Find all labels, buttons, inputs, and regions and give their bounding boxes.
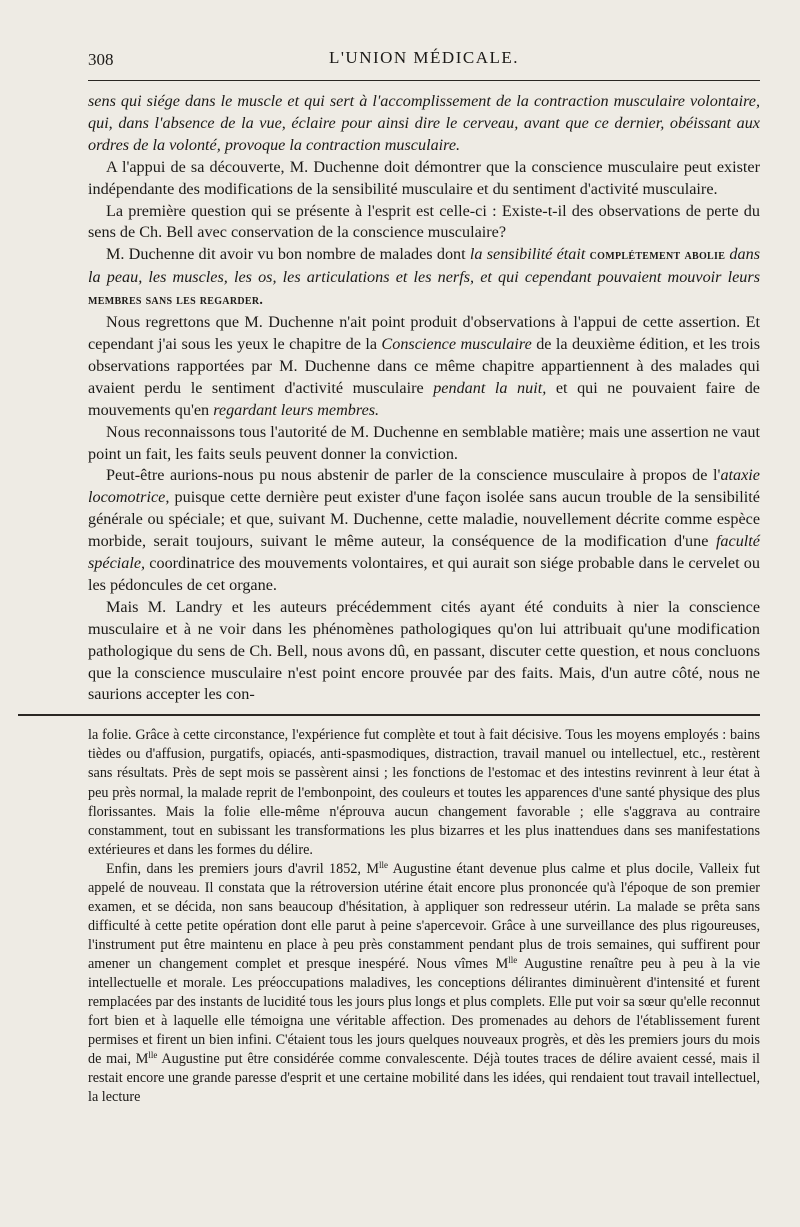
paragraph: La première question qui se présente à l'esprit est celle-ci : Existe-t-il des observations de perte du sens de Ch. Bell avec conservation de la conscience musculaire?	[88, 201, 760, 242]
paragraph: M. Duchenne dit avoir vu bon nombre de malades dont la sensibilité était complétement abolie dans la peau, les muscles, les os, les articulations et les nerfs, et qui cependant pouvaient mouvoir leurs membres sans les regarder.	[88, 245, 761, 309]
italic-text: sens qui siége dans le muscle et qui sert à l'accomplissement de la contraction musculaire volontaire, qui, dans l'absence de la vue, éclaire pour ainsi dire le cerveau, avant que ce dernier, obéissant aux ordres de la volonté, provoque la contraction musculaire.	[88, 92, 760, 154]
page-number: 308	[88, 50, 114, 69]
paragraph: Mais M. Landry et les auteurs précédemment cités ayant été conduits à nier la conscience musculaire et à ne voir dans les phénomènes pathologiques qu'on lui attribuait qu'une modification pathologique du sens de Ch. Bell, nous avons dû, en passant, discuter cette question, et nous concluons que la conscience musculaire n'est point encore prouvée par des faits. Mais, d'un autre côté, nous ne saurions accepter les con-	[88, 597, 760, 704]
running-head: L'UNION MÉDICALE.	[328, 48, 520, 67]
footnote-rule	[18, 714, 760, 716]
footnote-paragraph: la folie. Grâce à cette circonstance, l'expérience fut complète et tout à fait décisive. Tous les moyens employés : bains tièdes ou d'affusion, purgatifs, opiacés, anti-spasmodiques, distraction, travail manuel ou intellectuel, etc., restèrent sans résultats. Près de sept mois se passèrent ainsi ; les fonctions de l'estomac et des intestins revinrent à leur état à peu près normal, la malade reprit de l'embonpoint, des couleurs et toutes les apparences d'une santé physique des plus florissantes. Mais la folie elle-même n'éprouva aucun changement favorable ; elle s'aggrava au contraire constamment, tout en subissant les transformations les plus bizarres et les plus inattendues dans ses manifestations extérieures et dans les formes du délire.	[88, 727, 760, 858]
paragraph: Peut-être aurions-nous pu nous abstenir de parler de la conscience musculaire à propos de l'ataxie locomotrice, puisque cette dernière peut exister d'une façon isolée sans aucun trouble de la sensibilité générale ou spéciale; et que, suivant M. Duchenne, cette maladie, nouvellement décrite comme espèce morbide, serait toujours, suivant le même auteur, la conséquence de la modification d'une faculté spéciale, coordinatrice des mouvements volontaires, et qui aurait son siége probable dans le cervelet ou les pédoncules de cet organe.	[88, 466, 760, 594]
paragraph: Nous regrettons que M. Duchenne n'ait point produit d'observations à l'appui de cette assertion. Et cependant j'ai sous les yeux le chapitre de la Conscience musculaire de la deuxième édition, et les trois observations rapportées par M. Duchenne dans ce même chapitre appartiennent à des malades qui avaient perdu le sentiment d'activité musculaire pendant la nuit, et qui ne pouvaient faire de mouvements qu'en regardant leurs membres.	[88, 313, 760, 419]
page-header	[88, 46, 760, 70]
main-text	[88, 91, 760, 706]
paragraph: Nous reconnaissons tous l'autorité de M. Duchenne en semblable matière; mais une assertion ne vaut point un fait, les faits seuls peuvent donner la conviction.	[88, 422, 760, 463]
header-rule	[88, 80, 760, 81]
paragraph: A l'appui de sa découverte, M. Duchenne doit démontrer que la conscience musculaire peut exister indépendante des modifications de la sensibilité musculaire et du sentiment d'activité musculaire.	[88, 157, 760, 198]
paragraph	[88, 91, 760, 157]
footnote-text	[88, 726, 760, 1107]
footnote-paragraph: Enfin, dans les premiers jours d'avril 1852, $M^{lle}$ Augustine étant devenue plus calme et plus docile, Valleix fut appelé de nouveau. Il constata que la rétroversion utérine était encore plus prononcée qu'à l'époque de son premier examen, et se décida, non sans beaucoup d'hésitation, à appliquer son redresseur utérin. La malade se prêta sans difficulté à cette petite opération dont elle parut à peine s'apercevoir. Grâce à une surveillance des plus rigoureuses, l'instrument put être maintenu en place à peu près constamment pendant plus de trois semaines, qui suffirent pour amener un changement complet et presque inespéré. Nous vîmes $M^{lle}$ Augustine renaître peu à peu à la vie intellectuelle et morale. Les préoccupations maladives, les conceptions délirantes diminuèrent d'intensité et furent remplacées par des instants de lucidité tous les jours plus longs et plus complets. Elle put voir sa sœur qu'elle reconnut fort bien et à laquelle elle témoigna une véritable affection. Des promenades au dehors de l'établissement furent permises et firent un bien infini. C'étaient tous les jours quelques nouveaux progrès, et dès les premiers jours du mois de mai, $M^{lle}$ Augustine put être considérée comme convalescente. Déjà toutes traces de délire avaient cessé, mais il restait encore une grande paresse d'esprit et une certaine mobilité dans les idées, qui rendaient tout travail intellectuel, la lecture	[88, 859, 760, 1106]
